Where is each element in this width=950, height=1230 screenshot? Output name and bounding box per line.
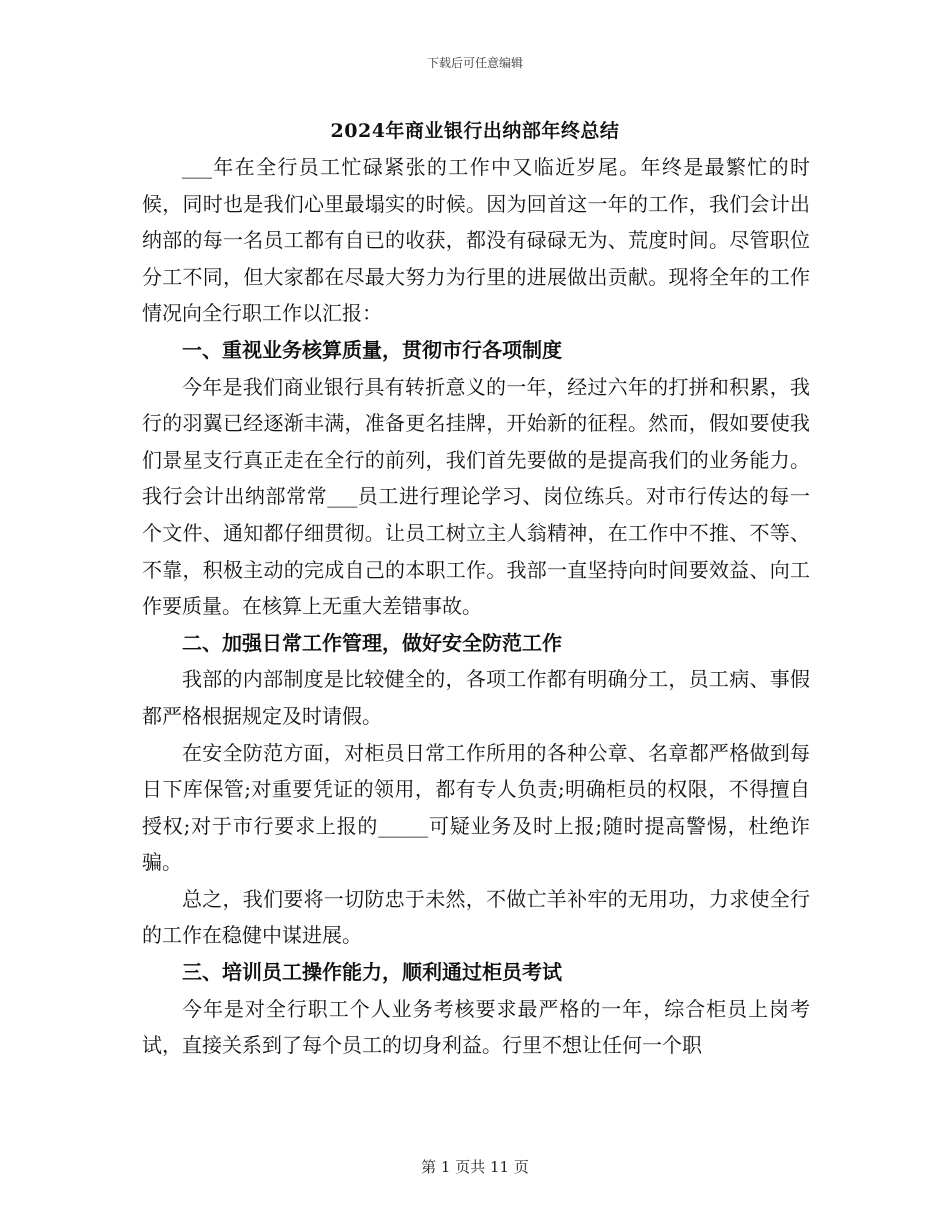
section-1-paragraph-1: 今年是我们商业银行具有转折意义的一年，经过六年的打拼和积累，我行的羽翼已经逐渐丰满，准备更名挂牌，开始新的征程。然而，假如要使我们景星支行真正走在全行的前列，我们首先要做的是提高我们的业务能力。我行会计出纳部常常___员工进行理论学习、岗位练兵。对市行传达的每一个文件、通知都仔细贯彻。让员工树立主人翁精神，在工作中不推、不等、不靠，积极主动的完成自己的本职工作。我部一直坚持向时间要效益、向工作要质量。在核算上无重大差错事故。 <box>142 374 810 619</box>
document-title: 2024年商业银行出纳部年终总结 <box>330 120 620 142</box>
section-3-heading: 三、培训员工操作能力，顺利通过柜员考试 <box>182 960 562 985</box>
intro-paragraph: ___年在全行员工忙碌紧张的工作中又临近岁尾。年终是最繁忙的时候，同时也是我们心里最塌实的时候。因为回首这一年的工作，我们会计出纳部的每一名员工都有自已的收获，都没有碌碌无为、荒度时间。尽管职位分工不同，但大家都在尽最大努力为行里的进展做出贡献。现将全年的工作情况向全行职工作以汇报： <box>142 155 810 326</box>
section-3-paragraph-1: 今年是对全行职工个人业务考核要求最严格的一年，综合柜员上岗考试，直接关系到了每个员工的切身利益。行里不想让任何一个职 <box>142 996 810 1058</box>
section-1-heading: 一、重视业务核算质量，贯彻市行各项制度 <box>182 337 562 362</box>
page-header-note: 下载后可任意编辑 <box>426 56 523 70</box>
document-body <box>142 149 810 1064</box>
section-2-paragraph-1: 我部的内部制度是比较健全的，各项工作都有明确分工，员工病、事假都严格根据规定及时请假。 <box>142 667 810 728</box>
section-2-heading: 二、加强日常工作管理，做好安全防范工作 <box>182 630 562 655</box>
section-2-paragraph-3: 总之，我们要将一切防忠于未然，不做亡羊补牢的无用功，力求使全行的工作在稳健中谋进展。 <box>142 886 810 948</box>
section-2-paragraph-2: 在安全防范方面，对柜员日常工作所用的各种公章、名章都严格做到每日下库保管;对重要凭证的领用，都有专人负责;明确柜员的权限，不得擅自授权;对于市行要求上报的_____可疑业务及时上报;随时提高警惕，杜绝诈骗。 <box>142 740 810 875</box>
page-indicator: 第 1 页共 11 页 <box>421 1158 529 1176</box>
